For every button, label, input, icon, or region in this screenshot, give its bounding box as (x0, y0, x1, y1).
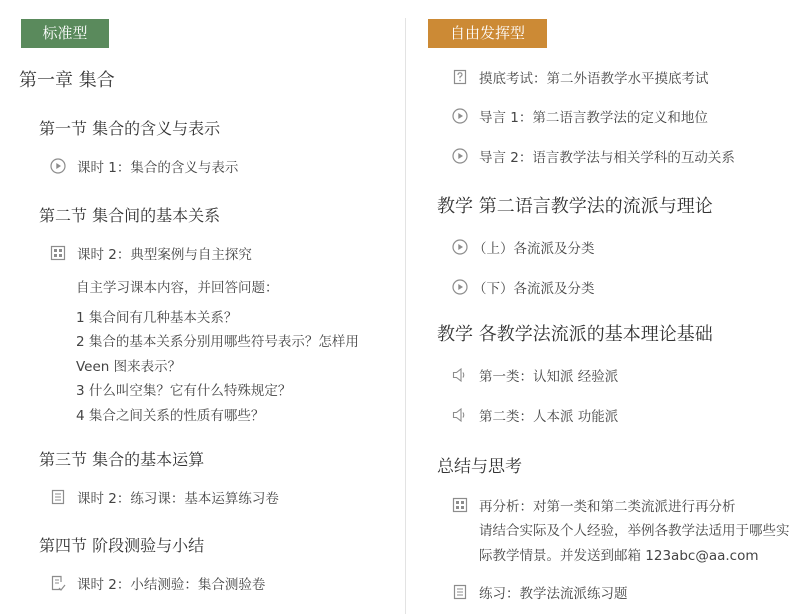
play-circle-icon (452, 108, 468, 124)
exam-question-icon (452, 69, 468, 85)
task-description (479, 519, 790, 569)
lesson-item[interactable] (50, 487, 279, 507)
section-3[interactable]: 第三节 集合的基本运算 (39, 450, 205, 469)
task-line: 请结合实际及个人经验，举例各教学法适用于哪些实 (479, 523, 790, 539)
play-circle-icon (50, 158, 66, 174)
play-circle-icon (452, 239, 468, 255)
task-description (76, 276, 359, 428)
lesson-item[interactable] (452, 106, 708, 126)
grid-icon (50, 245, 66, 261)
lesson-label: 导言 2：语言教学法与相关学科的互动关系 (479, 150, 735, 166)
lesson-item[interactable] (452, 277, 595, 297)
lesson-item[interactable] (452, 495, 736, 515)
lesson-label: 课时 2：典型案例与自主探究 (77, 247, 252, 263)
lesson-item[interactable] (50, 243, 252, 263)
task-line: 自主学习课本内容，并回答问题： (76, 280, 279, 296)
lesson-label: （上）各流派及分类 (473, 241, 595, 257)
task-line: 3 什么叫空集？它有什么特殊规定？ (76, 383, 292, 399)
unit-heading[interactable]: 总结与思考 (437, 457, 522, 477)
unit-heading[interactable]: 教学 第二语言教学法的流派与理论 (437, 196, 713, 217)
lesson-item[interactable] (50, 156, 238, 176)
grid-icon (452, 497, 468, 513)
task-line: 1 集合间有几种基本关系？ (76, 309, 238, 326)
lesson-label: （下）各流派及分类 (473, 281, 595, 297)
play-circle-icon (452, 279, 468, 295)
standard-tag: 标准型 (21, 19, 109, 48)
lesson-item[interactable] (452, 405, 618, 425)
lesson-label: 摸底考试：第二外语教学水平摸底考试 (479, 71, 709, 87)
lesson-label: 再分析：对第一类和第二类流派进行再分析 (479, 499, 736, 515)
lesson-item[interactable] (50, 573, 265, 593)
paper-list-icon (452, 584, 468, 600)
edit-paper-icon (50, 575, 66, 591)
lesson-label: 第二类：人本派 功能派 (479, 409, 619, 425)
column-divider (405, 18, 406, 614)
lesson-label: 课时 2：练习课：基本运算练习卷 (77, 491, 279, 507)
lesson-item[interactable] (452, 237, 595, 257)
play-circle-icon (452, 148, 468, 164)
lesson-item[interactable] (452, 67, 709, 87)
lesson-label: 课时 1：集合的含义与表示 (77, 160, 239, 176)
task-line: 2 集合的基本关系分别用哪些符号表示？怎样用 (76, 334, 359, 350)
lesson-item[interactable] (452, 582, 628, 602)
task-line: 际教学情景。并发送到邮箱 123abc@aa.com (479, 548, 759, 564)
free-style-panel (407, 0, 810, 614)
speaker-icon (452, 367, 468, 383)
lesson-item[interactable] (452, 365, 618, 385)
unit-heading[interactable]: 教学 各教学法流派的基本理论基础 (437, 324, 713, 345)
lesson-item[interactable] (452, 146, 735, 166)
lesson-label: 练习：教学法流派练习题 (479, 586, 628, 602)
free-style-tag: 自由发挥型 (428, 19, 547, 48)
section-4[interactable]: 第四节 阶段测验与小结 (39, 536, 205, 555)
task-line: Veen 图来表示？ (76, 358, 182, 375)
chapter-title: 第一章 集合 (19, 70, 115, 91)
lesson-label: 导言 1：第二语言教学法的定义和地位 (479, 110, 708, 126)
lesson-label: 第一类：认知派 经验派 (479, 369, 619, 385)
section-2[interactable]: 第二节 集合间的基本关系 (39, 206, 221, 225)
section-1[interactable]: 第一节 集合的含义与表示 (39, 119, 221, 138)
paper-list-icon (50, 489, 66, 505)
speaker-icon (452, 407, 468, 423)
lesson-label: 课时 2：小结测验：集合测验卷 (77, 577, 266, 593)
task-line: 4 集合之间关系的性质有哪些？ (76, 407, 265, 424)
